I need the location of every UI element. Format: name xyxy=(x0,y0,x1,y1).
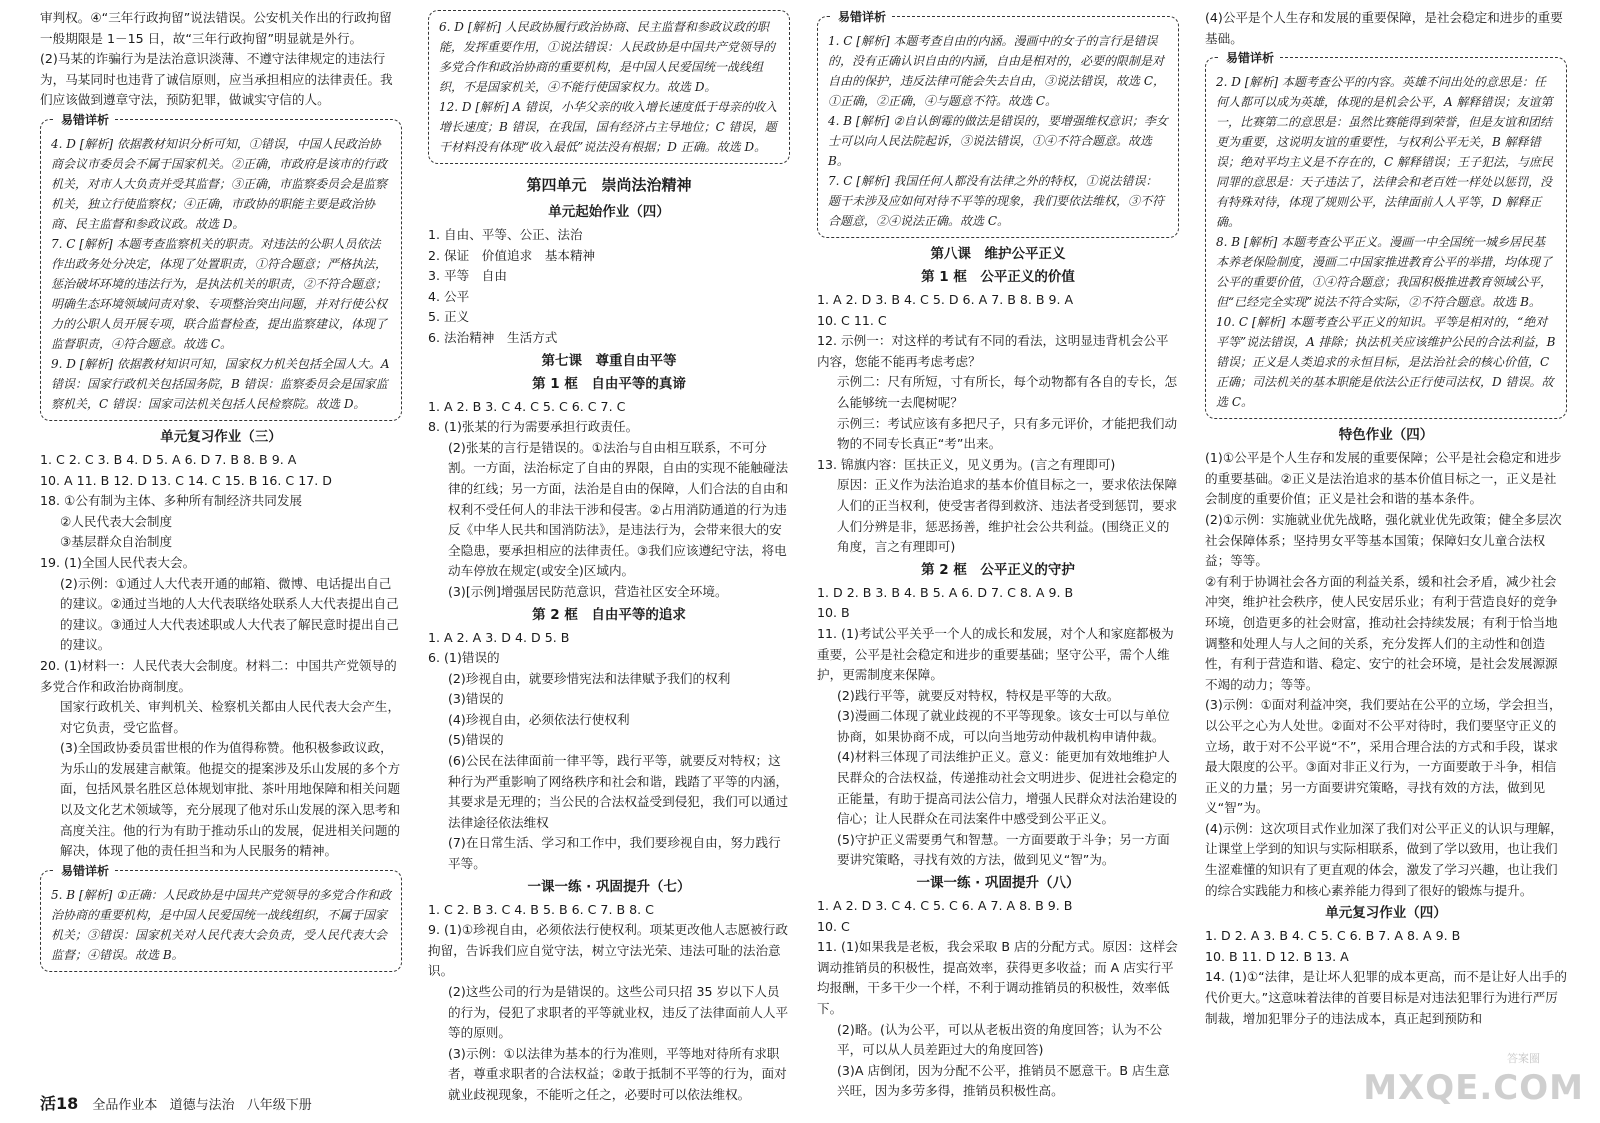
watermark-sub: 答案圈 xyxy=(1507,1052,1540,1065)
error-analysis-box xyxy=(817,10,1179,238)
answer: ②有利于协调社会各方面的利益关系，缓和社会矛盾，减少社会冲突，维护社会秩序，使人民安居乐业；有利于营造良好的竞争环境，创造更多的社会财富，推动社会持续发展；有利于恰当地调整和处理人与人之间的关系，充分发挥人们的主动性和创造性，有利于营造和谐、稳定、安宁的社会环境，是社会发展源源不竭的动力；等等。 xyxy=(1205,573,1558,692)
box-item: 1. C [解析] 本题考查自由的内涵。漫画中的女子的言行是错误的，没有正确认识自由的内涵，自由是相对的，必要的限制是对自由的保护，违反法律可能会失去自由，③说法错误，故选 C，①正确，②正确，④与题意不符。故选 C。 xyxy=(828,34,1165,108)
answer: 国家行政机关、审判机关、检察机关都由人民代表大会产生，对它负责，受它监督。 xyxy=(60,699,401,735)
answer-line: 1. 自由、平等、公正、法治 xyxy=(428,227,583,242)
answer: (3)错误的 xyxy=(448,691,504,707)
error-analysis-box xyxy=(1205,51,1567,419)
lesson-title: 第七课 尊重自由平等 xyxy=(541,352,677,369)
box-tag: 易错详析 xyxy=(55,110,115,130)
page-number: 活18 xyxy=(40,1094,79,1113)
paragraph: 审判权。④“三年行政拘留”说法错误。公安机关作出的行政拘留一般期限是 1－15 日，故“三年行政拘留”明显就是外行。 xyxy=(40,10,392,46)
answer: 示例二：尺有所短，寸有所长，每个动物都有各自的专长，怎么能够统一去爬树呢？ xyxy=(837,374,1178,410)
column-4 xyxy=(1205,8,1567,1029)
answer-line: 1. D 2. B 3. B 4. B 5. A 6. D 7. C 8. A 9. B xyxy=(817,584,1074,600)
column-2 xyxy=(428,8,790,1106)
section-title: 第 2 框 公平正义的守护 xyxy=(921,561,1075,578)
series-name: 全品作业本 xyxy=(92,1098,158,1113)
section-title: 单元复习作业（三） xyxy=(160,428,282,445)
answer: (3)漫画二体现了就业歧视的不平等现象。该女士可以与单位协商，如果协商不成，可以向当地劳动仲裁机构申请仲裁。 xyxy=(837,708,1170,744)
answer: (3)全国政协委员雷世根的作为值得称赞。他积极参政议政，为乐山的发展建言献策。他提交的提案涉及乐山发展的多个方面，包括风景名胜区总体规划审批、茶叶用地保障和相关问题以及文化艺术领域等，充分展现了他对乐山发展的深入思考和高度关注。他的行为有助于推动乐山的发展，促进相关问题的解决，体现了他的责任担当和为人民服务的精神。 xyxy=(60,740,401,859)
answer-line: 10. C 11. C xyxy=(817,312,887,328)
section-title: 第 1 框 自由平等的真谛 xyxy=(532,375,686,392)
answer: 11. (1)考试公平关乎一个人的成长和发展，对个人和家庭都极为重要，公平是社会稳定和进步的重要基础；坚守公平，需个人维护，更需制度来保障。 xyxy=(817,625,1174,683)
answer: (3)A 店倒闭，因为分配不公平，推销员不愿意干。B 店生意兴旺，因为多劳多得，推销员积极性高。 xyxy=(837,1062,1170,1099)
answer-line: 1. A 2. B 3. C 4. C 5. C 6. C 7. C xyxy=(428,398,626,414)
section-title: 第 2 框 自由平等的追求 xyxy=(532,606,686,623)
section-title: 单元起始作业（四） xyxy=(548,204,670,220)
error-analysis-box xyxy=(428,10,790,164)
section-title: 单元复习作业（四） xyxy=(1325,905,1447,922)
answer: 18. ①公有制为主体、多种所有制经济共同发展 xyxy=(40,493,303,509)
answer: (3)示例：①面对利益冲突，我们要站在公平的立场，学会担当，以公平之心为人处世。②面对不公平对待时，我们要坚守正义的立场，敢于对不公平说“不”，采用合理合法的方式和手段，谋求最大限度的公平。③面对非正义行为，一方面要敢于斗争，相信正义的力量；另一方面要讲究策略，寻找有效的方法，做到见义“智”为。 xyxy=(1205,697,1562,816)
answer: (4)珍视自由，必须依法行使权利 xyxy=(448,711,630,727)
column-1 xyxy=(40,8,402,978)
answer-line: 1. A 2. A 3. D 4. D 5. B xyxy=(428,629,570,645)
box-item: 5. B [解析] ①正确：人民政协是中国共产党领导的多党合作和政治协商的重要机构，是中国人民爱国统一战线组织，不属于国家机关；③错误：国家机关对人民代表大会负责，受人民代表大会监督；④错误。故选 B。 xyxy=(51,887,391,962)
answer: 原因：正义作为法治追求的基本价值目标之一，要求依法保障人们的正当权利，使受害者得到救济、违法者受到惩罚，要求人们分辨是非，惩恶扬善，维护社会公共利益。(围绕正义的角度，言之有理即可) xyxy=(837,477,1178,555)
answer: (2)践行平等，就要反对特权，特权是平等的大敌。 xyxy=(837,687,1120,703)
answer-line: 1. A 2. D 3. C 4. C 5. C 6. A 7. A 8. B 9. B xyxy=(817,898,1073,914)
answer-line: 2. 保证 价值追求 基本精神 xyxy=(428,247,596,263)
answer: ②人民代表大会制度 xyxy=(60,513,173,529)
watermark: MXQE.COM xyxy=(1363,1068,1584,1108)
answer: 14. (1)①“法律，是让坏人犯罪的成本更高，而不是让好人出手的代价更大。”这意味着法律的首要目标是对违法犯罪行为进行严厉制裁，增加犯罪分子的违法成本，真正起到预防和 xyxy=(1205,969,1567,1026)
answer: 示例三：考试应该有多把尺子，只有多元评价，才能把我们动物的不同专长真正“考”出来。 xyxy=(837,415,1178,452)
answer-line: 1. C 2. B 3. C 4. B 5. B 6. C 7. B 8. C xyxy=(428,901,654,917)
error-analysis-box xyxy=(40,863,402,972)
answer: (4)材料三体现了司法维护正义。意义：能更加有效地维护人民群众的合法权益，传递推动社会文明进步、促进社会稳定的正能量，有助于提高司法公信力，增强人民群众对法治建设的信心；让人民群众在司法案件中感受到公平正义。 xyxy=(837,749,1178,827)
error-analysis-box xyxy=(40,112,402,421)
answer-line: 10. C xyxy=(817,918,850,934)
column-3 xyxy=(817,8,1179,1102)
answer: (3)示例：①以法律为基本的行为准则，平等地对待所有求职者，尊重求职者的合法权益；②敢于抵制不平等的行为，面对就业歧视现象，不能听之任之，必要时可以依法维权。 xyxy=(448,1045,787,1102)
box-item: 7. C [解析] 本题考查监察机关的职责。对违法的公职人员依法作出政务处分决定，体现了处置职责，①符合题意；严格执法，惩治破坏环境的违法行为，是执法机关的职责，②不符合题意；明确生态环境领域问责对象、专项整治突出问题，并对行使公权力的公职人员开展专项，联合监督检查，提出监察建议，体现了监督职责，④符合题意。故选 C。 xyxy=(51,236,388,351)
paragraph: (2)马某的诈骗行为是法治意识淡薄、不遵守法律规定的违法行为，马某同时也违背了诚信原则，应当承担相应的法律责任。我们应该做到遵章守法，预防犯罪，做诚实守信的人。 xyxy=(40,51,393,108)
answer: 13. 锦旗内容：匡扶正义，见义勇为。(言之有理即可) xyxy=(817,456,1116,472)
box-item: 6. D [解析] 人民政协履行政治协商、民主监督和参政议政的职能，发挥重要作用，①说法错误：人民政协是中国共产党领导的多党合作和政治协商的重要机构，是中国人民爱国统一战线组织，不是国家机关，④不能行使国家权力。故选 D。 xyxy=(439,20,776,94)
answer: (2)珍视自由，就要珍惜宪法和法律赋予我们的权利 xyxy=(448,670,731,686)
answer: 8. (1)张某的行为需要承担行政责任。 xyxy=(428,419,639,435)
answer: (2)略。(认为公平，可以从老板出资的角度回答；认为不公平，可以从人员差距过大的角度回答) xyxy=(837,1021,1163,1058)
answer-line: 10. B xyxy=(817,605,850,621)
answer: 9. (1)①珍视自由，必须依法行使权利。项某更改他人志愿被行政拘留，告诉我们应自觉守法，树立守法光荣、违法可耻的法治意识。 xyxy=(428,922,788,979)
answer: (1)①公平是个人生存和发展的重要保障；公平是社会稳定和进步的重要基础。②正义是法治追求的基本价值目标之一，正义是社会制度的重要价值；正义是社会和谐的基本条件。 xyxy=(1205,450,1562,507)
answer: ③基层群众自治制度 xyxy=(60,534,173,550)
lesson-title: 第八课 维护公平正义 xyxy=(930,246,1066,262)
answer: 20. (1)材料一：人民代表大会制度。材料二：中国共产党领导的多党合作和政治协商制度。 xyxy=(40,657,397,694)
answer: (5)错误的 xyxy=(448,732,504,748)
answer-line: 10. B 11. D 12. B 13. A xyxy=(1205,948,1349,964)
answer: (2)这些公司的行为是错误的。这些公司只招 35 岁以下人员的行为，侵犯了求职者的平等就业权，违反了法律面前人人平等的原则。 xyxy=(448,984,789,1041)
paragraph: (4)公平是个人生存和发展的重要保障，是社会稳定和进步的重要基础。 xyxy=(1205,10,1563,46)
answer: 6. (1)错误的 xyxy=(428,650,500,666)
subject-name: 道德与法治 xyxy=(169,1098,235,1113)
answer-line: 6. 法治精神 生活方式 xyxy=(428,329,558,345)
page-footer xyxy=(40,1091,320,1114)
answer: (7)在日常生活、学习和工作中，我们要珍视自由，努力践行平等。 xyxy=(448,835,781,872)
section-title: 一课一练 · 巩固提升（八） xyxy=(916,875,1080,892)
answer: (3)[示例]增强居民防范意识，营造社区安全环境。 xyxy=(448,583,728,599)
box-item: 7. C [解析] 我国任何人都没有法律之外的特权，①说法错误：题干未涉及应如何对待不平等的现象，我们要依法维权，③不符合题意，②④说法正确。故选 C。 xyxy=(828,174,1165,228)
section-title: 特色作业（四） xyxy=(1338,427,1434,444)
answer-line: 4. 公平 xyxy=(428,288,470,304)
grade-name: 八年级下册 xyxy=(246,1098,312,1113)
box-item: 12. D [解析] A 错误，小华父亲的收入增长速度低于母亲的收入增长速度；B 错误，在我国，国有经济占主导地位；C 错误，题干材料没有体现“收入最低”说法没有根据；D 正确。故选 D。 xyxy=(439,100,777,154)
answer: 11. (1)如果我是老板，我会采取 B 店的分配方式。原因：这样会调动推销员的积极性，提高效率，获得更多收益；而 A 店实行平均报酬，干多干少一个样，不利于调动推销员的积极性，效率低下。 xyxy=(817,939,1178,1016)
answer-line: 1. A 2. D 3. B 4. C 5. D 6. A 7. B 8. B 9. A xyxy=(817,292,1074,307)
section-title: 第 1 框 公平正义的价值 xyxy=(921,269,1075,285)
box-item: 4. B [解析] ②自认倒霉的做法是错误的，要增强维权意识；李女士可以向人民法院起诉，③说法错误，①④不符合题意。故选 B。 xyxy=(828,114,1168,168)
answer: (2)张某的言行是错误的。①法治与自由相互联系，不可分割。一方面，法治标定了自由的界限，自由的实现不能触碰法律的红线；另一方面，法治是自由的保障，人们合法的自由和权利不受任何人的非法干涉和侵害。②占用消防通道的行为违反《中华人民共和国消防法》，是违法行为，会带来很大的安全隐患，要承担相应的法律责任。③我们应该遵纪守法，将电动车停放在规定(或安全)区域内。 xyxy=(448,439,789,579)
answer: (5)守护正义需要勇气和智慧。一方面要敢于斗争；另一方面要讲究策略，寻找有效的方法，做到见义“智”为。 xyxy=(837,831,1170,868)
box-item: 10. C [解析] 本题考查公平正义的知识。平等是相对的，“绝对平等”说法错误，A 排除；执法机关应该维护公民的合法利益，B 错误；正义是人类追求的永恒目标，是法治社会的核心价值，C 正确；司法机关的基本职能是依法公正行使司法权，D 错误。故选 C。 xyxy=(1216,315,1556,410)
answer-line: 10. A 11. B 12. D 13. C 14. C 15. B 16. C 17. D xyxy=(40,472,332,488)
unit-title: 第四单元 崇尚法治精神 xyxy=(526,176,692,194)
answer: (6)公民在法律面前一律平等，践行平等，就要反对特权；这种行为严重影响了网络秩序和社会和谐，践踏了平等的内涵，其要求是无理的；当公民的合法权益受到侵犯，我们可以通过法律途径依法维权 xyxy=(448,753,789,830)
box-item: 4. D [解析] 依据教材知识分析可知，①错误，中国人民政治协商会议市委员会不属于国家机关。②正确，市政府是该市的行政机关，对市人大负责并受其监督；③正确，市监察委员会是监察机关，独立行使监察权；④正确，市政协的职能主要是政治协商、民主监督和参政议政。故选 D。 xyxy=(51,136,388,231)
answer-line: 1. C 2. C 3. B 4. D 5. A 6. D 7. B 8. B 9. A xyxy=(40,451,297,467)
answer: 19. (1)全国人民代表大会。 xyxy=(40,554,196,570)
answer: (2)示例：①通过人大代表开通的邮箱、微博、电话提出自己的建议。②通过当地的人大代表联络处联系人大代表提出自己的建议。③通过人大代表述职或人大代表了解民意时提出自己的建议。 xyxy=(60,575,399,653)
answer-line: 3. 平等 自由 xyxy=(428,268,507,284)
answer-line: 5. 正义 xyxy=(428,309,470,325)
answer: (4)示例：这次项目式作业加深了我们对公平正义的认识与理解，让课堂上学到的知识与实际相联系，做到了学以致用，也让我们生涩难懂的知识有了更直观的体会，激发了学习兴趣，也让我们的综合实践能力和核心素养能力得到了很好的锻炼与提升。 xyxy=(1205,820,1563,898)
section-title: 一课一练 · 巩固提升（七） xyxy=(527,878,691,895)
answer-line: 1. D 2. A 3. B 4. C 5. C 6. B 7. A 8. A 9. B xyxy=(1205,928,1461,944)
box-tag: 易错详析 xyxy=(55,861,115,881)
box-tag: 易错详析 xyxy=(832,7,892,27)
box-item: 9. D [解析] 依据教材知识可知，国家权力机关包括全国人大。A 错误：国家行政机关包括国务院，B 错误：监察委员会是国家监察机关，C 错误：国家司法机关包括人民检察院。故选 D。 xyxy=(51,356,390,411)
answer: (2)①示例：实施就业优先战略，强化就业优先政策；健全多层次社会保障体系；坚持男女平等基本国策；保障妇女儿童合法权益；等等。 xyxy=(1205,511,1562,569)
box-item: 2. D [解析] 本题考查公平的内容。英雄不问出处的意思是：任何人都可以成为英雄，体现的是机会公平，A 解释错误；友谊第一，比赛第二的意思是：虽然比赛能得到荣誉，但是友谊和团结更为重要，这说明友谊的重要性，与权利公平无关，B 解释错误；绝对平均主义是不存在的，C 解释错误；王子犯法，与庶民同罪的意思是：天子违法了，法律会和老百姓一样处以惩罚，没有特殊对待，体现了规则公平，法律面前人人平等，D 解释正确。 xyxy=(1216,75,1553,230)
box-item: 8. B [解析] 本题考查公平正义。漫画一中全国统一城乡居民基本养老保险制度，漫画二中国家推进教育公平的举措，均体现了公平的重要价值，①④符合题意；我国积极推进教育领域公平，但“已经完全实现”说法不符合实际，②不符合题意。故选 B。 xyxy=(1216,235,1553,310)
box-tag: 易错详析 xyxy=(1220,48,1280,68)
answer: 12. 示例一：对这样的考试有不同的看法，这明显违背机会公平内容，您能不能再考虑考虑？ xyxy=(817,333,1169,369)
